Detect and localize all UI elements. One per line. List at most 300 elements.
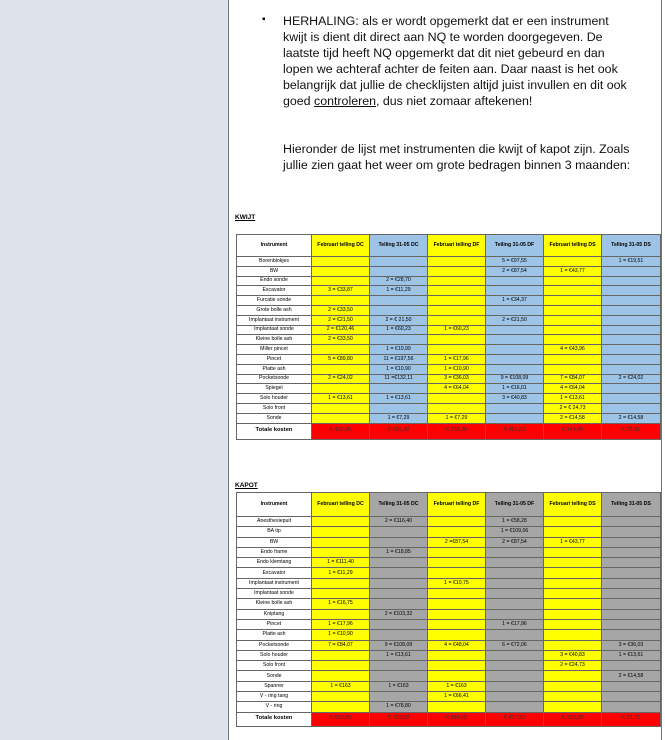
value-cell: [428, 517, 486, 527]
table-row: [237, 661, 661, 671]
value-cell: 2 =€87,54: [428, 537, 486, 547]
value-cell: 1 = €11,29: [370, 286, 428, 296]
total-row: [237, 423, 661, 439]
value-cell: [602, 517, 661, 527]
value-cell: 2 = €14,58: [544, 413, 602, 423]
value-cell: 1 = €109,06: [486, 527, 544, 537]
instrument-cell: Implantaat instrument: [237, 315, 312, 325]
value-cell: 1 = €58,28: [486, 517, 544, 527]
table-row: [237, 578, 661, 588]
value-cell: 1 = €10,90: [370, 364, 428, 374]
table-row: [237, 374, 661, 384]
column-header: Februari telling DS: [544, 235, 602, 257]
value-cell: [486, 364, 544, 374]
table-row: [237, 335, 661, 345]
value-cell: [370, 257, 428, 267]
value-cell: [428, 305, 486, 315]
instrument-cell: Grote bolle ash: [237, 305, 312, 315]
paragraph-list-intro: Hieronder de lijst met instrumenten die kwijt of kapot zijn. Zoals jullie zien gaat het weer om grote bedragen binnen 3 maanden:: [283, 142, 631, 172]
value-cell: 2 = €24,02: [312, 374, 370, 384]
value-cell: 1 = €17,96: [486, 619, 544, 629]
value-cell: 4 = €64,04: [544, 384, 602, 394]
table-row: [237, 599, 661, 609]
value-cell: 1 = €78,80: [370, 702, 428, 712]
value-cell: [370, 671, 428, 681]
table-row: [237, 568, 661, 578]
value-cell: [428, 403, 486, 413]
value-cell: [428, 266, 486, 276]
value-cell: [370, 335, 428, 345]
value-cell: 1 = €13,61: [602, 650, 661, 660]
value-cell: 4 = €64,04: [428, 384, 486, 394]
value-cell: 2 = €21,50: [486, 315, 544, 325]
value-cell: [544, 527, 602, 537]
total-cost-cell: € 494,65: [428, 712, 486, 726]
value-cell: [602, 296, 661, 306]
left-column: [0, 0, 228, 740]
instrument-cell: Implantaat instrument: [237, 578, 312, 588]
value-cell: [428, 394, 486, 404]
total-cost-cell: € 70,31: [602, 423, 661, 439]
instrument-cell: BW: [237, 537, 312, 547]
value-cell: [370, 403, 428, 413]
value-cell: [602, 527, 661, 537]
instrument-cell: Pincet: [237, 619, 312, 629]
value-cell: 2 = €103,32: [370, 609, 428, 619]
value-cell: [602, 286, 661, 296]
value-cell: 7 = €84,07: [544, 374, 602, 384]
value-cell: 1 = €111,40: [312, 558, 370, 568]
value-cell: 6 = €72,06: [486, 640, 544, 650]
instrument-cell: Kleine bolle ash: [237, 599, 312, 609]
value-cell: [312, 661, 370, 671]
instrument-cell: Endo frame: [237, 547, 312, 557]
value-cell: [428, 315, 486, 325]
instrument-cell: Platte ash: [237, 364, 312, 374]
value-cell: [312, 296, 370, 306]
total-cost-cell: € 233,39: [428, 423, 486, 439]
value-cell: [428, 527, 486, 537]
value-cell: [602, 547, 661, 557]
value-cell: [370, 630, 428, 640]
value-cell: [486, 305, 544, 315]
value-cell: [428, 650, 486, 660]
value-cell: [312, 547, 370, 557]
value-cell: [312, 384, 370, 394]
value-cell: 1 = €13,61: [544, 394, 602, 404]
instrument-cell: Miller pincet: [237, 345, 312, 355]
section-title-kapot: KAPOT: [235, 482, 258, 489]
value-cell: [602, 403, 661, 413]
value-cell: [544, 640, 602, 650]
value-cell: [544, 547, 602, 557]
value-cell: [370, 305, 428, 315]
value-cell: [602, 558, 661, 568]
value-cell: [602, 681, 661, 691]
instrument-cell: Excavator: [237, 568, 312, 578]
value-cell: 9 = €108,09: [370, 640, 428, 650]
value-cell: [370, 266, 428, 276]
value-cell: [602, 578, 661, 588]
value-cell: [312, 517, 370, 527]
value-cell: 9 = €108,09: [486, 374, 544, 384]
value-cell: [370, 296, 428, 306]
total-row: [237, 712, 661, 726]
value-cell: [312, 578, 370, 588]
value-cell: [602, 599, 661, 609]
value-cell: [312, 403, 370, 413]
value-cell: 3 = €36,03: [602, 640, 661, 650]
value-cell: [544, 335, 602, 345]
value-cell: [602, 276, 661, 286]
value-cell: 2 = €87,54: [486, 537, 544, 547]
value-cell: 1 = €13,61: [312, 394, 370, 404]
column-divider-left: [228, 0, 229, 740]
value-cell: 1 = €10,75: [428, 578, 486, 588]
value-cell: 1 = €7,29: [428, 413, 486, 423]
value-cell: [312, 257, 370, 267]
table-row: [237, 547, 661, 557]
value-cell: [602, 568, 661, 578]
value-cell: [428, 335, 486, 345]
value-cell: [602, 702, 661, 712]
value-cell: 1 = €16,75: [312, 599, 370, 609]
instrument-cell: Implantaat sonde: [237, 325, 312, 335]
column-header: Telling 31-05 DS: [602, 493, 661, 517]
table-row: [237, 403, 661, 413]
value-cell: [428, 619, 486, 629]
value-cell: [544, 364, 602, 374]
instrument-cell: Kniptang: [237, 609, 312, 619]
value-cell: 1 = €163: [428, 681, 486, 691]
value-cell: [486, 609, 544, 619]
value-cell: [486, 276, 544, 286]
value-cell: [602, 589, 661, 599]
instrument-cell: Kleine bolle ash: [237, 335, 312, 345]
value-cell: [370, 619, 428, 629]
instrument-cell: Pincet: [237, 354, 312, 364]
instrument-cell: Furcatie sonde: [237, 296, 312, 306]
column-header: Telling 31-05 DC: [370, 493, 428, 517]
value-cell: [486, 558, 544, 568]
value-cell: [544, 257, 602, 267]
table-row: [237, 384, 661, 394]
value-cell: [428, 568, 486, 578]
value-cell: [486, 671, 544, 681]
table-row: [237, 394, 661, 404]
value-cell: 2 = € 24,73: [544, 403, 602, 413]
value-cell: [602, 384, 661, 394]
value-cell: [312, 609, 370, 619]
table-row: [237, 286, 661, 296]
value-cell: [428, 609, 486, 619]
column-header: Februari telling DC: [312, 235, 370, 257]
value-cell: [312, 671, 370, 681]
value-cell: 5 = €89,80: [312, 354, 370, 364]
value-cell: 5 = €97,55: [486, 257, 544, 267]
table-row: [237, 558, 661, 568]
value-cell: [312, 364, 370, 374]
paragraph-herhaling: HERHALING: als er wordt opgemerkt dat er een instrument kwijt is dient dit direct aan NQ te worden doorgegeven. De laatste tijd heeft NQ opgemerkt dat dit niet gebeurd en dan lopen we achteraf achter de feiten aan. Daar naast is het ook belangrijk dat jullie de checklijsten altijd juist invullen en dit ook goed controleren, dus niet zomaar aftekenen!: [283, 14, 627, 108]
instrument-cell: BA tip: [237, 527, 312, 537]
value-cell: [602, 630, 661, 640]
column-header: Telling 31-05 DF: [486, 235, 544, 257]
value-cell: 2 = €87,54: [486, 266, 544, 276]
table-row: [237, 650, 661, 660]
table-row: [237, 413, 661, 423]
bullet-icon: ▪: [262, 14, 266, 25]
value-cell: 1 = €60,23: [370, 325, 428, 335]
column-header: Februari telling DC: [312, 493, 370, 517]
value-cell: [486, 335, 544, 345]
value-cell: [370, 568, 428, 578]
value-cell: [428, 286, 486, 296]
value-cell: 2 = €33,50: [312, 335, 370, 345]
value-cell: [312, 537, 370, 547]
value-cell: [428, 671, 486, 681]
table-row: [237, 257, 661, 267]
value-cell: [370, 537, 428, 547]
column-divider-right: [661, 0, 662, 740]
value-cell: [486, 630, 544, 640]
instrument-cell: Spiegel: [237, 384, 312, 394]
value-cell: [486, 650, 544, 660]
table-row: [237, 325, 661, 335]
value-cell: [370, 692, 428, 702]
value-cell: [370, 384, 428, 394]
value-cell: 1 = €10,99: [370, 345, 428, 355]
instrument-cell: Implantaat sonde: [237, 589, 312, 599]
value-cell: [602, 305, 661, 315]
value-cell: [544, 630, 602, 640]
value-cell: [428, 296, 486, 306]
value-cell: [602, 661, 661, 671]
value-cell: [486, 578, 544, 588]
value-cell: [602, 364, 661, 374]
kwijt-table: [236, 234, 661, 440]
value-cell: 3 = €36,03: [428, 374, 486, 384]
instrument-cell: Spanner: [237, 681, 312, 691]
value-cell: 3 = €40,83: [486, 394, 544, 404]
value-cell: 2 = €28,70: [370, 276, 428, 286]
value-cell: [428, 702, 486, 712]
value-cell: [486, 286, 544, 296]
value-cell: [486, 589, 544, 599]
value-cell: [370, 599, 428, 609]
value-cell: 4 = €43,96: [544, 345, 602, 355]
value-cell: 1 = €17,96: [312, 619, 370, 629]
value-cell: [312, 266, 370, 276]
table-row: [237, 640, 661, 650]
value-cell: [544, 609, 602, 619]
total-cost-cell: € 595,20: [370, 423, 428, 439]
total-cost-cell: € 349,40: [544, 423, 602, 439]
column-header: Telling 31-05 DS: [602, 235, 661, 257]
table-row: [237, 315, 661, 325]
value-cell: 1 = €13,61: [370, 650, 428, 660]
value-cell: 3 = €33,87: [312, 286, 370, 296]
value-cell: [602, 266, 661, 276]
column-header: Februari telling DF: [428, 235, 486, 257]
value-cell: [428, 558, 486, 568]
value-cell: [544, 315, 602, 325]
table-row: [237, 276, 661, 286]
table-row: [237, 527, 661, 537]
value-cell: 1 = €10,90: [428, 364, 486, 374]
value-cell: [544, 325, 602, 335]
value-cell: 2 = €33,50: [312, 305, 370, 315]
value-cell: [544, 702, 602, 712]
value-cell: [544, 568, 602, 578]
value-cell: 1 = €16,01: [486, 384, 544, 394]
value-cell: 1 = €13,61: [370, 394, 428, 404]
table-row: [237, 630, 661, 640]
table-row: [237, 305, 661, 315]
value-cell: [602, 315, 661, 325]
value-cell: 2 = €116,40: [370, 517, 428, 527]
table-row: [237, 609, 661, 619]
value-cell: [544, 599, 602, 609]
value-cell: [486, 681, 544, 691]
instrument-cell: Platte ash: [237, 630, 312, 640]
value-cell: [312, 276, 370, 286]
total-label: Totale kosten: [237, 712, 312, 726]
value-cell: 2 = €120,46: [312, 325, 370, 335]
value-cell: [544, 558, 602, 568]
value-cell: [602, 537, 661, 547]
value-cell: [602, 619, 661, 629]
value-cell: [544, 619, 602, 629]
total-cost-cell: € 491,53: [486, 423, 544, 439]
value-cell: [602, 345, 661, 355]
table-row: [237, 537, 661, 547]
table-row: [237, 364, 661, 374]
table-row: [237, 619, 661, 629]
instrument-cell: Solo houder: [237, 394, 312, 404]
value-cell: 1 = €10,90: [312, 630, 370, 640]
value-cell: [486, 702, 544, 712]
column-header: Februari telling DF: [428, 493, 486, 517]
total-cost-cell: € 726,50: [370, 712, 428, 726]
value-cell: [370, 589, 428, 599]
value-cell: 1 = €66,41: [428, 692, 486, 702]
value-cell: [544, 692, 602, 702]
total-cost-cell: € 425,46: [312, 423, 370, 439]
value-cell: 4 = €48,04: [428, 640, 486, 650]
instrument-cell: Sonde: [237, 413, 312, 423]
value-cell: 2 = €24,02: [602, 374, 661, 384]
instrument-cell: Sonde: [237, 671, 312, 681]
table-row: [237, 671, 661, 681]
value-cell: 2 = €21,50: [312, 315, 370, 325]
value-cell: 2 = €24,73: [544, 661, 602, 671]
column-header: Februari telling DS: [544, 493, 602, 517]
value-cell: [486, 403, 544, 413]
value-cell: [428, 547, 486, 557]
value-cell: 1 = €163: [312, 681, 370, 691]
value-cell: [312, 413, 370, 423]
table-row: [237, 589, 661, 599]
instrument-cell: Endo klemtang: [237, 558, 312, 568]
value-cell: [312, 589, 370, 599]
value-cell: 2 = € 21,50: [370, 315, 428, 325]
value-cell: [370, 578, 428, 588]
value-cell: [486, 547, 544, 557]
value-cell: [486, 325, 544, 335]
value-cell: [602, 609, 661, 619]
value-cell: 1 = €17,96: [428, 354, 486, 364]
total-cost-cell: € 417,93: [486, 712, 544, 726]
value-cell: 3 = €40,83: [544, 650, 602, 660]
table-row: [237, 296, 661, 306]
value-cell: 2 = €14,58: [602, 671, 661, 681]
instrument-cell: BW: [237, 266, 312, 276]
value-cell: [544, 578, 602, 588]
value-cell: [428, 589, 486, 599]
total-label: Totale kosten: [237, 423, 312, 439]
instrument-cell: Pocketsonde: [237, 640, 312, 650]
value-cell: 1 = €163: [370, 681, 428, 691]
value-cell: [544, 517, 602, 527]
value-cell: [602, 692, 661, 702]
value-cell: 1 = €43,77: [544, 266, 602, 276]
value-cell: [486, 661, 544, 671]
instrument-cell: Endo sonde: [237, 276, 312, 286]
value-cell: [544, 286, 602, 296]
value-cell: [486, 413, 544, 423]
value-cell: [428, 276, 486, 286]
value-cell: [544, 296, 602, 306]
instrument-cell: V - ring tang: [237, 692, 312, 702]
value-cell: [486, 345, 544, 355]
value-cell: [544, 671, 602, 681]
instrument-cell: Anesthesiepuit: [237, 517, 312, 527]
kapot-table: [236, 492, 661, 727]
value-cell: [486, 568, 544, 578]
value-cell: [486, 599, 544, 609]
instrument-cell: Pocketsonde: [237, 374, 312, 384]
value-cell: 1 = €18,85: [370, 547, 428, 557]
instrument-cell: Solo houder: [237, 650, 312, 660]
value-cell: [602, 354, 661, 364]
value-cell: [428, 661, 486, 671]
value-cell: [602, 325, 661, 335]
value-cell: [312, 692, 370, 702]
value-cell: [312, 527, 370, 537]
value-cell: [428, 345, 486, 355]
value-cell: [312, 650, 370, 660]
value-cell: [602, 394, 661, 404]
value-cell: 1 = €7,29: [370, 413, 428, 423]
value-cell: [486, 354, 544, 364]
value-cell: [428, 257, 486, 267]
value-cell: [486, 692, 544, 702]
total-cost-cell: € 132,29: [544, 712, 602, 726]
table-row: [237, 702, 661, 712]
column-header: Telling 31-05 DF: [486, 493, 544, 517]
total-cost-cell: € 77,71: [602, 712, 661, 726]
value-cell: 1 = €19,51: [602, 257, 661, 267]
instrument-cell: Solo front: [237, 403, 312, 413]
column-header: Instrument: [237, 493, 312, 517]
table-row: [237, 692, 661, 702]
value-cell: [428, 599, 486, 609]
section-title-kwijt: KWIJT: [235, 214, 256, 221]
instrument-cell: V - ring: [237, 702, 312, 712]
value-cell: [544, 681, 602, 691]
value-cell: [370, 527, 428, 537]
value-cell: [312, 345, 370, 355]
